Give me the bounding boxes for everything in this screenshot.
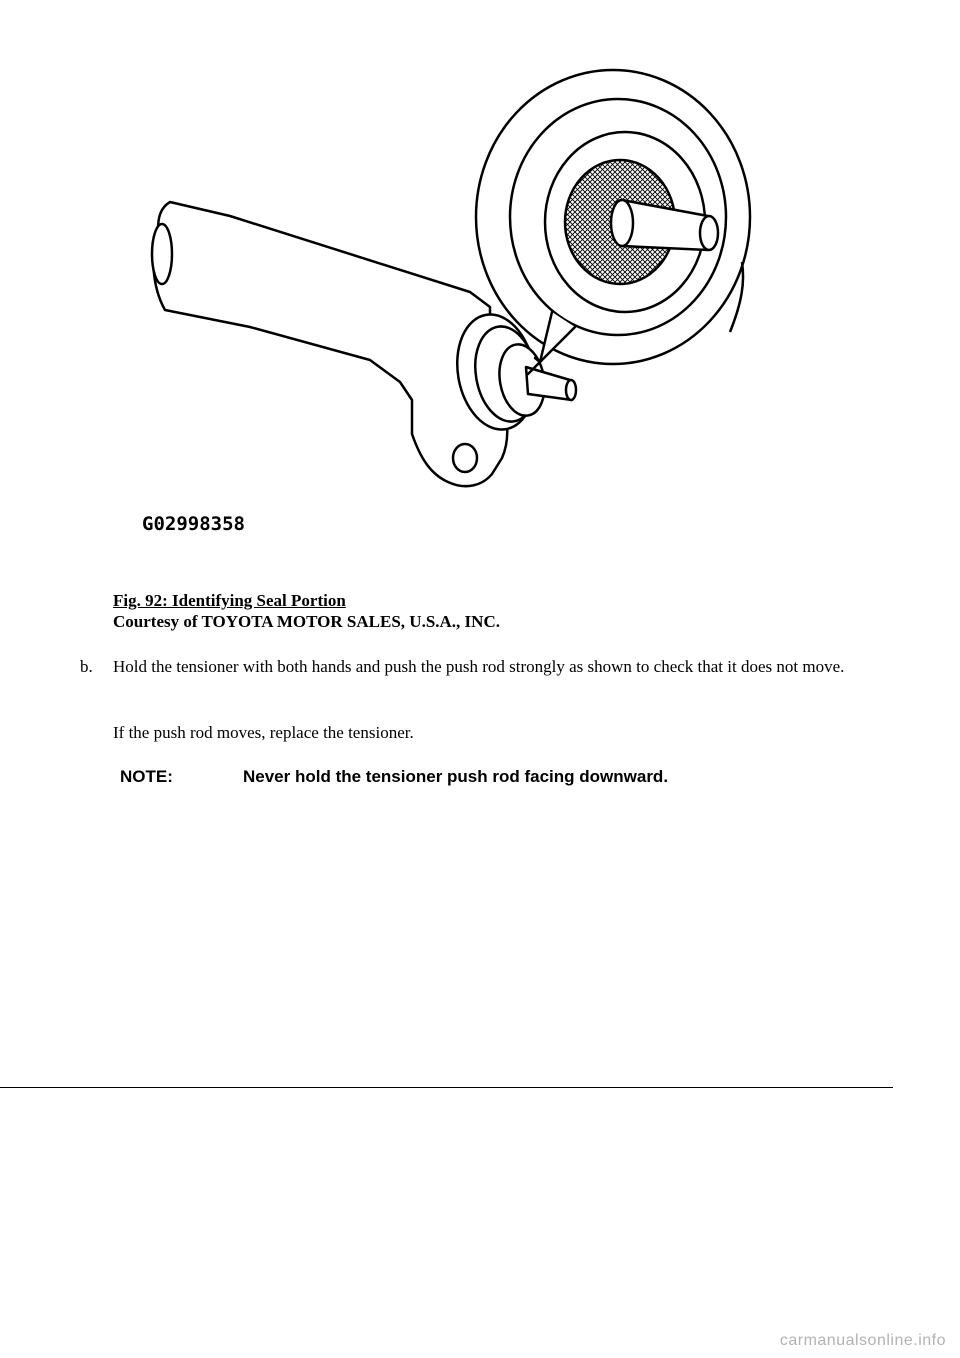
step-marker: b. (80, 657, 93, 676)
figure-caption (113, 590, 500, 632)
figure-title: Fig. 92: Identifying Seal Portion (113, 591, 346, 610)
step-followup: If the push rod moves, replace the tensioner. (113, 723, 414, 742)
note-text: Never hold the tensioner push rod facing downward. (243, 767, 669, 786)
site-watermark: carmanualsonline.info (779, 1332, 946, 1349)
step-text: Hold the tensioner with both hands and push the push rod strongly as shown to check that it does not move. (113, 657, 845, 676)
page-divider (0, 1087, 893, 1088)
tensioner-illustration (130, 62, 770, 542)
figure-courtesy: Courtesy of TOYOTA MOTOR SALES, U.S.A., INC. (113, 612, 500, 631)
note-label: NOTE: (120, 767, 173, 786)
tensioner-drawing (130, 62, 770, 542)
figure-code: G02998358 (142, 513, 245, 535)
